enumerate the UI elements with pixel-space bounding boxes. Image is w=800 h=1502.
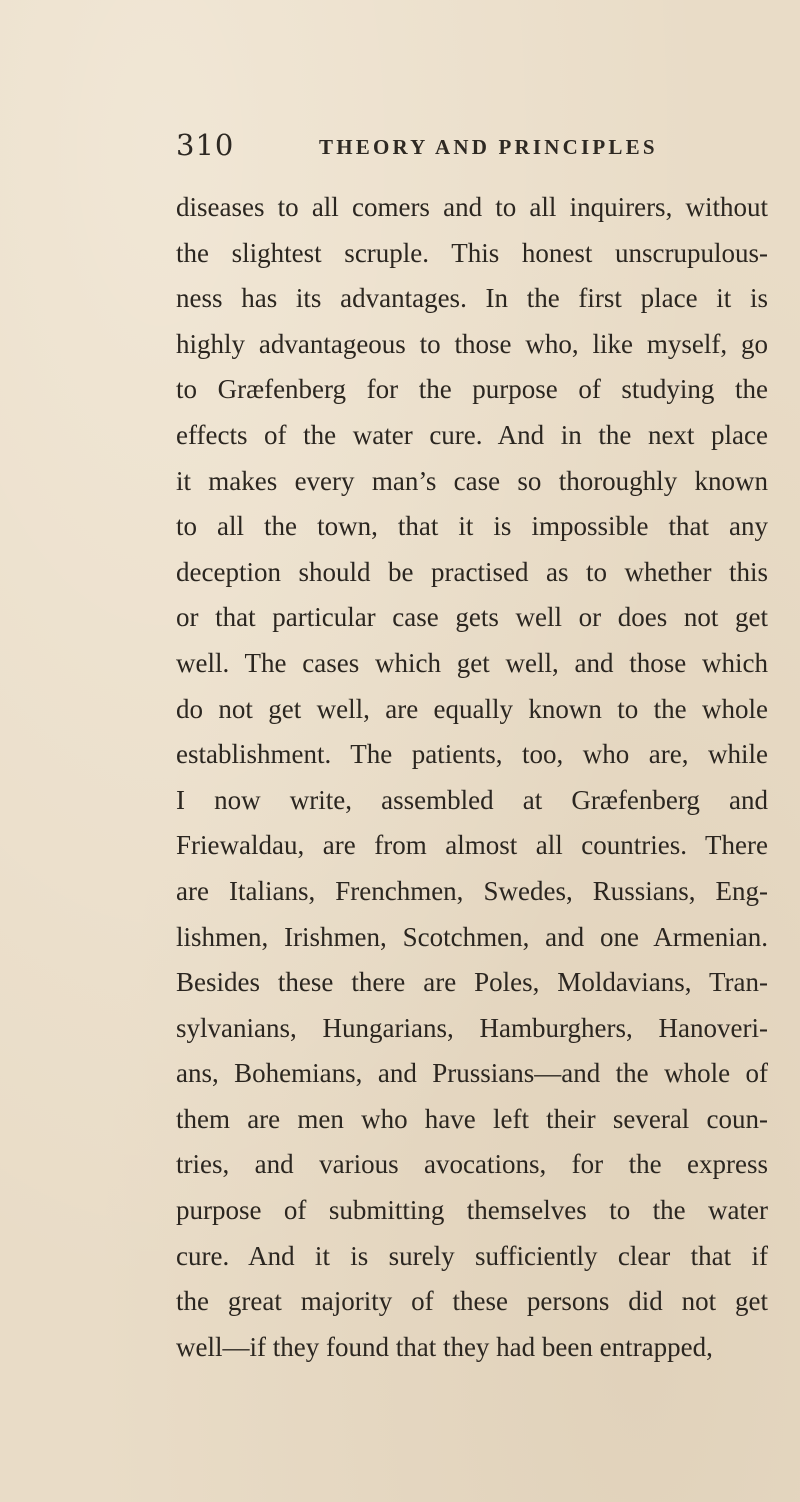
text-line: cure. And it is surely sufficiently clear that if <box>176 1240 768 1271</box>
text-line: to all the town, that it is impossible that any <box>176 511 768 542</box>
text-line: or that particular case gets well or does not get <box>176 602 768 633</box>
text-line: are Italians, Frenchmen, Swedes, Russians, Eng- <box>176 875 768 906</box>
text-line: ness has its advantages. In the first place it is <box>176 283 768 314</box>
text-line: Besides these there are Poles, Moldavians, Tran- <box>176 967 768 998</box>
text-line: purpose of submitting themselves to the water <box>176 1195 768 1226</box>
text-line: well. The cases which get well, and those which <box>176 647 768 678</box>
text-line: well—if they found that they had been entrapped, <box>176 1331 713 1362</box>
text-line: deception should be practised as to whether this <box>176 556 768 587</box>
text-line: tries, and various avocations, for the express <box>176 1149 768 1180</box>
running-title: THEORY AND PRINCIPLES <box>319 135 658 159</box>
text-line: establishment. The patients, too, who are, while <box>176 739 768 770</box>
text-line: the slightest scruple. This honest unscrupulous- <box>176 237 768 268</box>
text-line: lishmen, Irishmen, Scotchmen, and one Armenian. <box>176 921 768 952</box>
text-line: to Græfenberg for the purpose of studying the <box>176 374 768 405</box>
body-text <box>176 185 768 1370</box>
text-line: do not get well, are equally known to the whole <box>176 693 768 724</box>
text-line: effects of the water cure. And in the next place <box>176 419 768 450</box>
page-header <box>176 128 768 168</box>
text-line: them are men who have left their several coun- <box>176 1103 768 1134</box>
text-line: sylvanians, Hungarians, Hamburghers, Hanoveri- <box>176 1012 768 1043</box>
page-number: 310 <box>176 128 235 162</box>
text-line: diseases to all comers and to all inquirers, without <box>176 192 768 222</box>
text-line: the great majority of these persons did not get <box>176 1286 768 1317</box>
text-line: I now write, assembled at Græfenberg and <box>176 784 768 815</box>
text-line: highly advantageous to those who, like myself, go <box>176 328 768 359</box>
text-line: Friewaldau, are from almost all countries. There <box>176 830 768 861</box>
text-line: it makes every man’s case so thoroughly known <box>176 465 768 496</box>
text-line: ans, Bohemians, and Prussians—and the whole of <box>176 1058 768 1089</box>
